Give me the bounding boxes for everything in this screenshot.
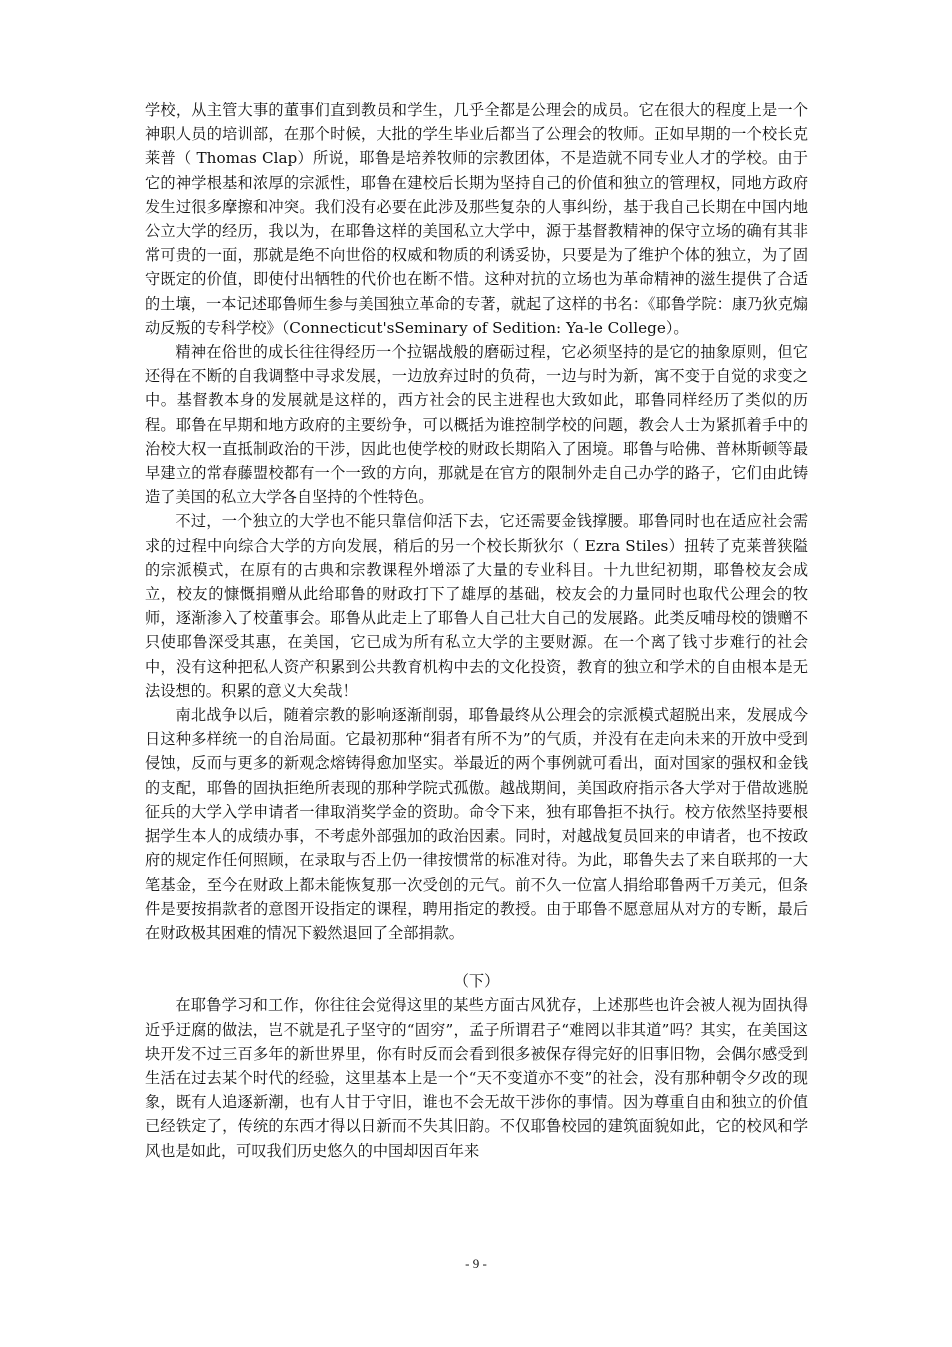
paragraph: 在耶鲁学习和工作，你往往会觉得这里的某些方面古风犹存，上述那些也许会被人视为固执得近乎迂腐的做法，岂不就是孔子坚守的“固穷”，孟子所谓君子“难罔以非其道”吗？其实，在美国这块开发不过三百多年的新世界里，你有时反而会看到很多被保存得完好的旧事旧物，会偶尔感受到生活在过去某个时代的经验，这里基本上是一个“天不变道亦不变”的社会，没有那种朝令夕改的现象，既有人追逐新潮，也有人甘于守旧，谁也不会无故干涉你的事情。因为尊重自由和独立的价值已经铁定了，传统的东西才得以日新而不失其旧韵。不仅耶鲁校园的建筑面貌如此，它的校风和学风也是如此，可叹我们历史悠久的中国却因百年来 xyxy=(145,996,808,1160)
paragraph-continued: 学校，从主管大事的董事们直到教员和学生，几乎全都是公理会的成员。它在很大的程度上是一个神职人员的培训部，在那个时候，大批的学生毕业后都当了公理会的牧师。正如早期的一个校长克莱普（ Thomas Clap）所说，耶鲁是培养牧师的宗教团体，不是造就不同专业人才的学校。由于它的神学根基和浓厚的宗派性，耶鲁在建校后长期为坚持自己的价值和独立的管理权，同地方政府发生过很多摩擦和冲突。我们没有必要在此涉及那些复杂的人事纠纷，基于我自己长期在中国内地公立大学的经历，我以为，在耶鲁这样的美国私立大学中，源于基督教精神的保守立场的确有其非常可贵的一面，那就是绝不向世俗的权威和物质的利诱妥协，只要是为了维护个体的独立，为了固守既定的价值，即使付出牺牲的代价也在断不惜。这种对抗的立场也为革命精神的滋生提供了合适的土壤，一本记述耶鲁师生参与美国独立革命的专著，就起了这样的书名：《耶鲁学院：康乃狄克煽动反叛的专科学校》（Connecticut'sSeminary of Sedition: Ya-le College）。 xyxy=(145,101,808,337)
paragraph: 精神在俗世的成长往往得经历一个拉锯战般的磨砺过程，它必须坚持的是它的抽象原则，但它还得在不断的自我调整中寻求发展，一边放弃过时的负荷，一边与时为新，寓不变于自觉的求变之中。基督教本身的发展就是这样的，西方社会的民主进程也大致如此，耶鲁同样经历了类似的历程。耶鲁在早期和地方政府的主要纷争，可以概括为谁控制学校的问题，教会人士为紧抓着手中的治校大权一直抵制政治的干涉，因此也使学校的财政长期陷入了困境。耶鲁与哈佛、普林斯顿等最早建立的常春藤盟校都有一个一致的方向，那就是在官方的限制外走自己办学的路子，它们由此铸造了美国的私立大学各自坚持的个性特色。 xyxy=(145,343,808,507)
document-body xyxy=(145,98,808,1163)
section-spacer xyxy=(145,945,808,969)
section-heading: （下） xyxy=(453,972,500,991)
paragraph: 不过，一个独立的大学也不能只靠信仰活下去，它还需要金钱撑腰。耶鲁同时也在适应社会需求的过程中向综合大学的方向发展，稍后的另一个校长斯狄尔（ Ezra Stiles）扭转了克莱普狭隘的宗派模式，在原有的古典和宗教课程外增添了大量的专业科目。十九世纪初期，耶鲁校友会成立，校友的慷慨捐赠从此给耶鲁的财政打下了雄厚的基础，校友会的力量同时也取代公理会的牧师，逐渐渗入了校董事会。耶鲁从此走上了耶鲁人自己壮大自己的发展路。此类反哺母校的馈赠不只使耶鲁深受其惠，在美国，它已成为所有私立大学的主要财源。在一个离了钱寸步难行的社会中，没有这种把私人资产积累到公共教育机构中去的文化投资，教育的独立和学术的自由根本是无法设想的。积累的意义大矣哉！ xyxy=(145,512,808,700)
page-number: - 9 - xyxy=(465,1256,487,1271)
paragraph: 南北战争以后，随着宗教的影响逐渐削弱，耶鲁最终从公理会的宗派模式超脱出来，发展成今日这种多样统一的自治局面。它最初那种“狷者有所不为”的气质，并没有在走向未来的开放中受到侵蚀，反而与更多的新观念熔铸得愈加坚实。举最近的两个事例就可看出，面对国家的强权和金钱的支配，耶鲁的固执拒绝所表现的那种学院式孤傲。越战期间，美国政府指示各大学对于借故逃脱征兵的大学入学申请者一律取消奖学金的资助。命令下来，独有耶鲁拒不执行。校方依然坚持要根据学生本人的成绩办事，不考虑外部强加的政治因素。同时，对越战复员回来的申请者，也不按政府的规定作任何照顾，在录取与否上仍一律按惯常的标准对待。为此，耶鲁失去了来自联邦的一大笔基金，至今在财政上都未能恢复那一次受创的元气。前不久一位富人捐给耶鲁两千万美元，但条件是要按捐款者的意图开设指定的课程，聘用指定的教授。由于耶鲁不愿意屈从对方的专断，最后在财政极其困难的情况下毅然退回了全部捐款。 xyxy=(145,706,808,942)
